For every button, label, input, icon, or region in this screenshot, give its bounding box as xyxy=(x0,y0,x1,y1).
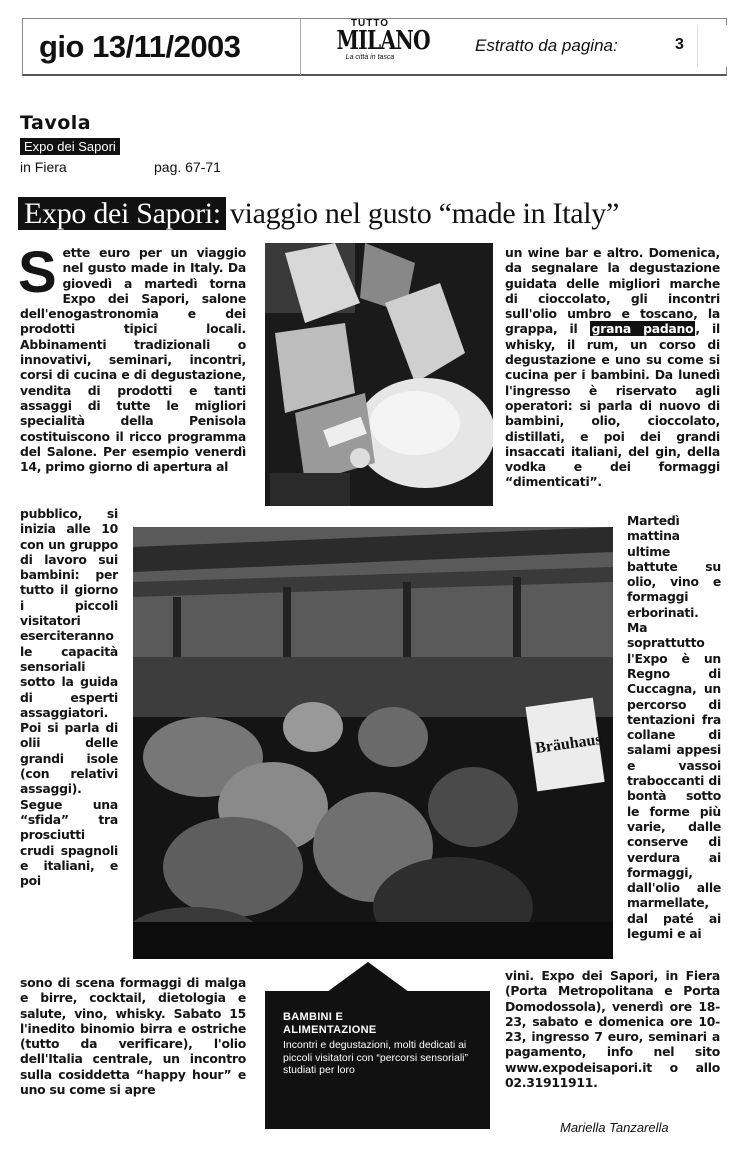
section-tag: Expo dei Sapori xyxy=(20,138,120,155)
masthead-top: TUTTO xyxy=(350,18,390,29)
clipping-date: gio 13/11/2003 xyxy=(39,29,241,64)
article-text-4b: , il whisky, il rum, un corso di degustazione e uno su come si cucina per i bambini. Da lunedì l'ingresso è riservato agli operatori: si parla di nuovo di bambini, olio, cioccolato, distillati, e poi dei grandi insaccati italiani, del gin, della vodka e dei formaggi “dimenticati”. xyxy=(505,321,720,490)
section-title: Tavola xyxy=(20,112,92,134)
article-text-6: vini. Expo dei Sapori, in Fiera (Porta Metropolitana e Porta Domodossola), venerdì ore 18-23, sabato e domenica ore 10-23, ingresso 7 euro, seminari a pagamento, info nel sito www.expodeisapori.it o allo 02.31911911. xyxy=(505,968,720,1091)
article-text-2: pubblico, si inizia alle 10 con un gruppo di lavoro sui bambini: per tutto il giorno i piccoli visitatori eserciteranno le capacità sensoriali sotto la guida di esperti assaggiatori. Poi si parla di olii delle grandi isole (con relativi assaggi). Segue una “sfida” tra prosciutti crudi spagnoli e italiani, e poi xyxy=(20,506,118,889)
beer-hall-sign: Bräuhaus xyxy=(534,730,603,758)
article-text-5: Martedì mattina ultime battute su olio, vino e formaggi erborinati. Ma soprattutto l'Expo è un Regno di Cuccagna, un percorso di tentazioni fra collane di salami appesi e vassoi traboccanti di bontà sotto le forme più varie, dalle conserve di verdura ai formaggi, dall'olio alle marmellate, dal paté ai legumi e ai xyxy=(627,513,721,942)
section-pages: pag. 67-71 xyxy=(154,159,221,175)
sidebar-title-1: BAMBINI E xyxy=(283,1011,344,1023)
masthead-tagline: La città in tasca xyxy=(345,54,395,61)
headline-highlight: Expo dei Sapori: xyxy=(18,197,226,230)
sidebar-text: Incontri e degustazioni, molti dedicati ai piccoli visitatori con “percorsi sensoriali” studiati per loro xyxy=(283,1039,468,1076)
sidebar-arrow xyxy=(265,962,490,992)
masthead-name: MILANO xyxy=(336,26,430,56)
article-text-4a: un wine bar e altro. Domenica, da segnalare la degustazione guidata delle migliori marche di cioccolato, gli incontri sull'olio umbro e toscano, la grappa, il xyxy=(505,245,720,337)
photo-fair-hall xyxy=(133,527,613,959)
article-column-right-narrow xyxy=(627,513,721,941)
article-text-1: ette euro per un viaggio nel gusto made in Italy. Da giovedì a martedì torna Expo dei Sapori, salone dell'enogastronomia e dei prodotti tipici locali. Abbinamenti tradizionali o innovativi, seminari, incontri, corsi di cucina e di degustazione, vendita di prodotti e tanti assaggi di tutte le migliori specialità della Penisola costituiscono il ricco programma del Salone. Per esempio venerdì 14, primo giorno di apertura al xyxy=(20,245,246,475)
headline-rest: viaggio nel gusto “made in Italy” xyxy=(229,197,619,230)
page-number: 3 xyxy=(675,36,684,53)
article-column-right-top xyxy=(505,245,720,490)
article-headline xyxy=(18,196,619,232)
article-column-right-bottom xyxy=(505,968,720,1090)
clipping-header xyxy=(22,18,727,76)
photo-cheese-display xyxy=(265,243,493,506)
header-divider xyxy=(300,19,301,75)
header-blank-box xyxy=(697,25,727,67)
article-column-left-bottom xyxy=(20,975,246,1097)
extract-label: Estratto da pagina: xyxy=(475,36,618,55)
sidebar-box xyxy=(265,991,490,1129)
highlight-grana-padano: grana padano xyxy=(591,321,694,337)
drop-cap: S xyxy=(18,240,57,305)
article-column-left-narrow xyxy=(20,506,118,888)
article-text-3: sono di scena formaggi di malga e birre, cocktail, dietologia e salute, vino, whisky. Sabato 15 l'inedito binomio birra e ostriche (tutto da verificare), l'olio dell'Italia centrale, un incontro sulla cosiddetta “happy hour” e uno su come si apre xyxy=(20,975,246,1098)
section-place: in Fiera xyxy=(20,159,67,175)
byline: Mariella Tanzarella xyxy=(560,1120,669,1135)
article-column-left-top xyxy=(18,240,246,475)
masthead-logo xyxy=(327,18,430,62)
sidebar-title-2: ALIMENTAZIONE xyxy=(283,1024,377,1036)
